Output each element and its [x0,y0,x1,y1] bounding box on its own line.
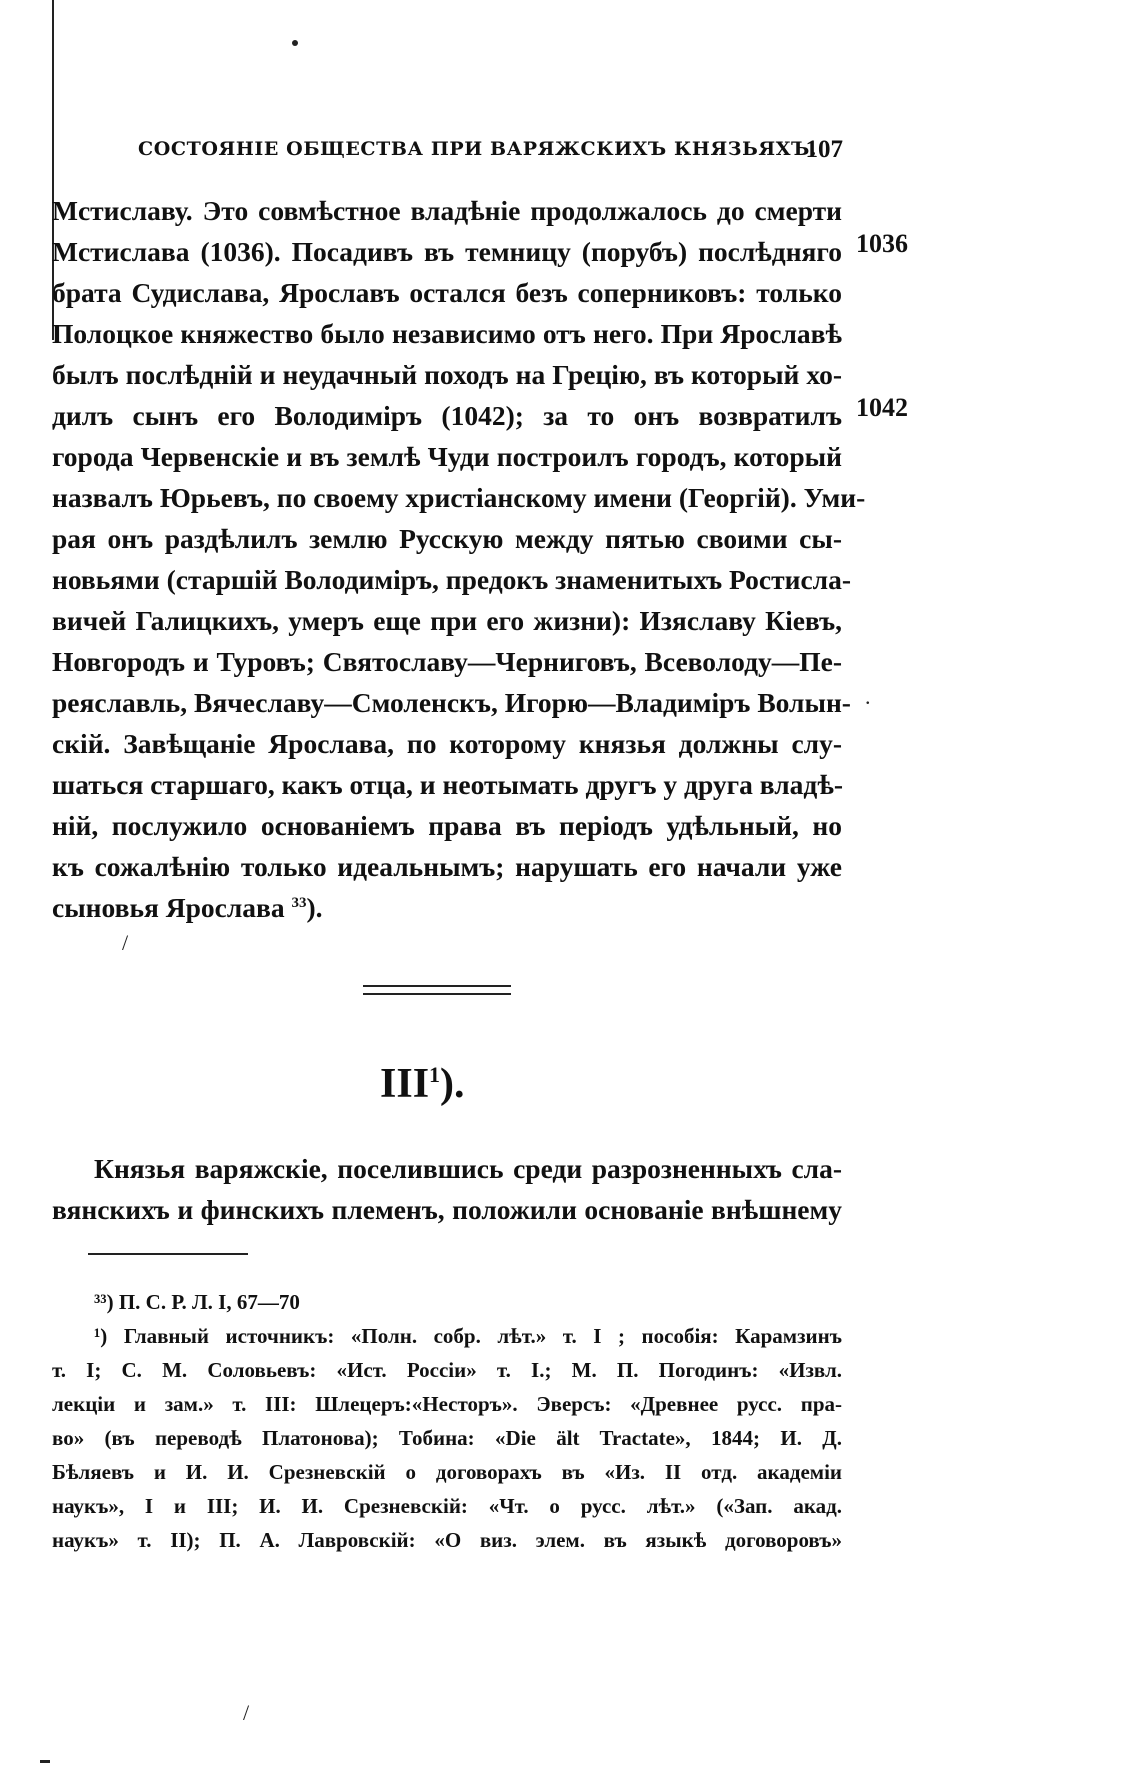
section-tail: ). [440,1061,465,1107]
footnote-line: лекціи и зам.» т. III: Шлецеръ:«Несторъ». Эверсъ: «Древнее русс. пра- [52,1392,842,1416]
section-heading [380,1060,465,1108]
running-title: СОСТОЯНІЕ ОБЩЕСТВА ПРИ ВАРЯЖСКИХЪ КНЯЗЬЯХЪ. [138,138,818,160]
ink-spot [40,1760,50,1763]
stray-mark: . [865,684,871,709]
page-number: 107 [805,136,843,163]
text-line: Мстиславу. Это совмѣстное владѣніе продолжалось до смерти [52,195,842,226]
text-line: къ сожалѣнію только идеальнымъ; нарушать его начали уже [52,851,842,882]
footnote-ref: 33 [291,894,307,911]
body-text [52,190,866,928]
section-note-ref: 1 [429,1062,441,1087]
double-rule-top [363,985,511,987]
double-rule-bottom [363,993,511,995]
footnote-line: ³³) П. С. Р. Л. I, 67—70 [94,1290,300,1314]
text-line: назвалъ Юрьевъ, по своему христіанскому имени (Георгій). Уми- [52,482,866,513]
text-line: Князья варяжскіе, поселившись среди разрозненныхъ сла- [94,1153,842,1184]
text-line-last [52,887,842,928]
margin-year: 1042 [856,393,908,422]
text-line: Новгородъ и Туровъ; Святославу—Черниговъ, Всеволоду—Пе- [52,646,842,677]
stray-mark: / [122,930,129,955]
text-line: дилъ сынъ его Володиміръ (1042); за то онъ возвратилъ [52,400,842,431]
text-line: скій. Завѣщаніе Ярослава, по которому князья должны слу- [52,728,842,759]
section-paragraph [52,1148,842,1230]
footnote-rule [88,1253,248,1255]
footnote-line: Бѣляевъ и И. И. Срезневскій о договорахъ въ «Из. II отд. академіи [52,1460,842,1484]
ink-spot [292,40,298,46]
text-line: города Червенскіе и въ землѣ Чуди построилъ городъ, который [52,441,842,472]
text-line-tail: ). [306,892,323,923]
footnote-line: наукъ», I и III; И. И. Срезневскій: «Чт. о русс. лѣт.» («Зап. акад. [52,1494,842,1518]
footnote-line: ¹) Главный источникъ: «Полн. собр. лѣт.» т. I ; пособія: Карамзинъ [94,1324,842,1348]
text-line: брата Судислава, Ярославъ остался безъ соперниковъ: только [52,277,842,308]
footnotes [52,1285,842,1557]
footnote-line: наукъ» т. II); П. А. Лавровскій: «О виз. элем. въ языкѣ договоровъ» [52,1528,842,1552]
text-line-content: сыновья Ярослава [52,892,285,923]
footnote-line: т. I; С. М. Соловьевъ: «Ист. Россіи» т. I.; М. П. Погодинъ: «Извл. [52,1358,842,1382]
stray-mark: / [243,1700,250,1725]
section-numeral: III [380,1061,430,1107]
text-line: Мстислава (1036). Посадивъ въ темницу (порубъ) послѣдняго [52,236,842,267]
footnote-line: во» (въ переводѣ Платонова); Тобина: «Die ält Tractate», 1844; И. Д. [52,1426,842,1450]
text-line: рая онъ раздѣлилъ землю Русскую между пятью своими сы- [52,523,842,554]
running-head [138,136,843,170]
text-line: вянскихъ и финскихъ племенъ, положили основаніе внѣшнему [52,1194,842,1225]
text-line: Полоцкое княжество было независимо отъ него. При Ярославѣ [52,318,842,349]
text-line: новьями (старшій Володиміръ, предокъ знаменитыхъ Ростисла- [52,564,852,595]
margin-year: 1036 [856,229,908,258]
text-line: былъ послѣдній и неудачный походъ на Грецію, въ который хо- [52,359,842,390]
text-line: ній, послужило основаніемъ права въ періодъ удѣльный, но [52,810,842,841]
text-line: реяславль, Вячеславу—Смоленскъ, Игорю—Владиміръ Волын- [52,687,851,718]
text-line: шаться старшаго, какъ отца, и неотымать другъ у друга владѣ- [52,769,844,800]
text-line: вичей Галицкихъ, умеръ еще при его жизни): Изяславу Кіевъ, [52,605,842,636]
